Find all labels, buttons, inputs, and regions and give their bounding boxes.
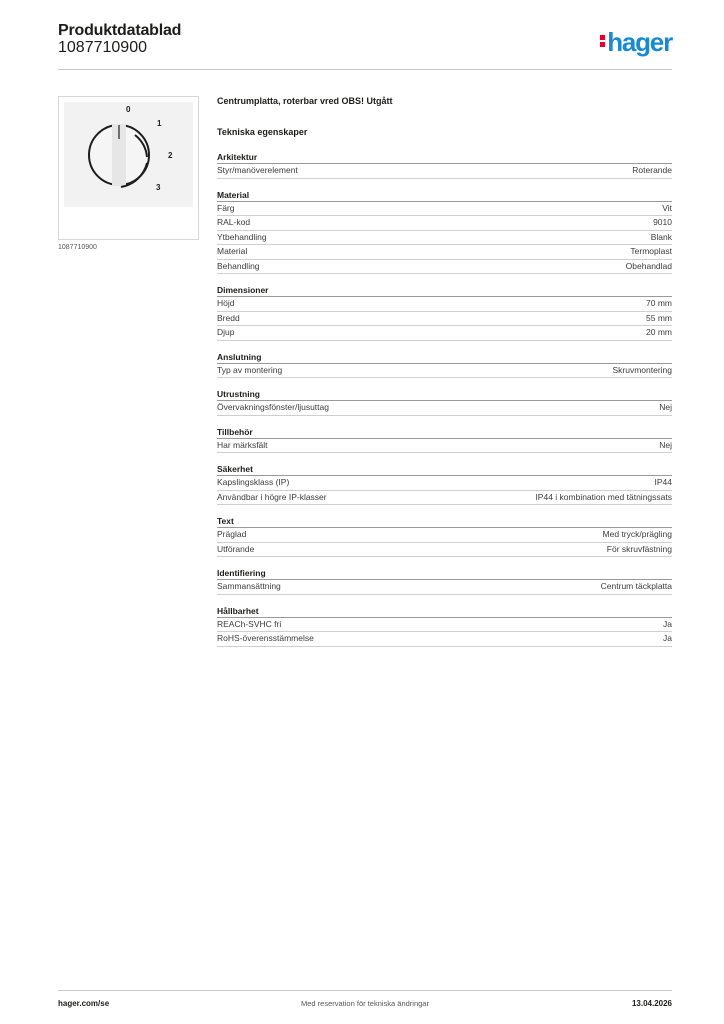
spec-row [217, 216, 672, 231]
footer-disclaimer: Med reservation för tekniska ändringar [301, 999, 429, 1008]
section-title: Identifiering [217, 567, 672, 580]
spec-content [217, 96, 672, 657]
spec-value: 70 mm [646, 298, 672, 308]
dial-label-2: 2 [168, 151, 173, 160]
spec-value: Ja [663, 633, 672, 643]
spec-value: Ja [663, 618, 672, 629]
section-title: Text [217, 515, 672, 528]
spec-section [217, 426, 672, 454]
spec-label: Styr/manöverelement [217, 165, 298, 175]
spec-value: 55 mm [646, 312, 672, 323]
page-header [58, 20, 672, 70]
spec-section [217, 284, 672, 341]
spec-label: RAL-kod [217, 217, 251, 227]
spec-row [217, 632, 672, 647]
spec-row [217, 439, 672, 454]
spec-value: Blank [650, 231, 672, 242]
spec-label: Djup [217, 327, 235, 337]
section-title: Dimensioner [217, 284, 672, 297]
spec-section [217, 189, 672, 275]
spec-value: Nej [659, 439, 672, 450]
spec-label: REACh-SVHC fri [217, 618, 282, 629]
spec-section [217, 567, 672, 595]
document-number: 1087710900 [58, 39, 147, 56]
section-title: Arkitektur [217, 151, 672, 164]
spec-section [217, 351, 672, 379]
spec-section [217, 605, 672, 647]
spec-row [217, 245, 672, 260]
spec-section [217, 515, 672, 557]
spec-section [217, 463, 672, 505]
spec-label: Övervakningsfönster/ljusuttag [217, 402, 329, 412]
spec-row [217, 202, 672, 217]
spec-row [217, 528, 672, 543]
spec-row [217, 231, 672, 246]
section-title: Tillbehör [217, 426, 672, 439]
spec-row [217, 164, 672, 179]
spec-row [217, 491, 672, 506]
hager-logo [600, 28, 672, 56]
rotary-dial-illustration [59, 97, 198, 239]
logo-dots-icon [600, 33, 605, 49]
spec-row [217, 364, 672, 379]
spec-value: Obehandlad [625, 260, 672, 271]
spec-value: Med tryck/prägling [602, 529, 672, 539]
spec-value: 9010 [653, 217, 672, 227]
image-caption: 1087710900 [58, 244, 97, 251]
spec-row [217, 401, 672, 416]
dial-label-3: 3 [156, 183, 161, 192]
spec-label: Behandling [217, 260, 260, 271]
spec-value: För skruvfästning [606, 543, 672, 554]
dial-label-0: 0 [126, 105, 131, 114]
spec-label: Kapslingsklass (IP) [217, 477, 290, 487]
product-image [58, 96, 199, 240]
spec-label: Präglad [217, 529, 247, 539]
spec-value: Vit [662, 202, 672, 213]
footer-website: hager.com/se [58, 999, 110, 1008]
document-title: Produktdatablad [58, 22, 182, 39]
section-title: Anslutning [217, 351, 672, 364]
logo-text: hager [607, 27, 672, 57]
spec-label: Färg [217, 202, 235, 213]
spec-label: Användbar i högre IP-klasser [217, 491, 327, 502]
spec-row [217, 297, 672, 312]
spec-row [217, 326, 672, 341]
spec-label: Ytbehandling [217, 231, 267, 242]
spec-label: Bredd [217, 312, 240, 323]
spec-label: Sammansättning [217, 581, 281, 591]
technical-heading: Tekniska egenskaper [217, 127, 308, 137]
spec-value: Centrum täckplatta [600, 581, 672, 591]
spec-value: Roterande [632, 165, 672, 175]
spec-value: 20 mm [646, 327, 672, 337]
spec-row [217, 580, 672, 595]
spec-label: RoHS-överensstämmelse [217, 633, 314, 643]
dial-label-1: 1 [157, 119, 162, 128]
spec-value: Skruvmontering [612, 364, 672, 375]
footer-date: 13.04.2026 [631, 999, 672, 1008]
spec-label: Typ av montering [217, 364, 283, 375]
product-name: Centrumplatta, roterbar vred OBS! Utgått [217, 96, 393, 106]
section-title: Material [217, 189, 672, 202]
page-footer [58, 990, 672, 1014]
spec-section [217, 151, 672, 179]
spec-label: Höjd [217, 298, 235, 308]
spec-row [217, 260, 672, 275]
spec-row [217, 312, 672, 327]
spec-label: Utförande [217, 543, 255, 554]
spec-row [217, 618, 672, 633]
spec-row [217, 543, 672, 558]
spec-value: IP44 [654, 477, 672, 487]
spec-section [217, 388, 672, 416]
spec-value: Nej [659, 402, 672, 412]
spec-label: Har märksfält [217, 439, 268, 450]
spec-label: Material [217, 246, 248, 256]
spec-value: IP44 i kombination med tätningssats [535, 491, 672, 502]
spec-row [217, 476, 672, 491]
section-title: Hållbarhet [217, 605, 672, 618]
section-title: Utrustning [217, 388, 672, 401]
section-title: Säkerhet [217, 463, 672, 476]
spec-sections [217, 151, 672, 647]
spec-value: Termoplast [630, 246, 672, 256]
